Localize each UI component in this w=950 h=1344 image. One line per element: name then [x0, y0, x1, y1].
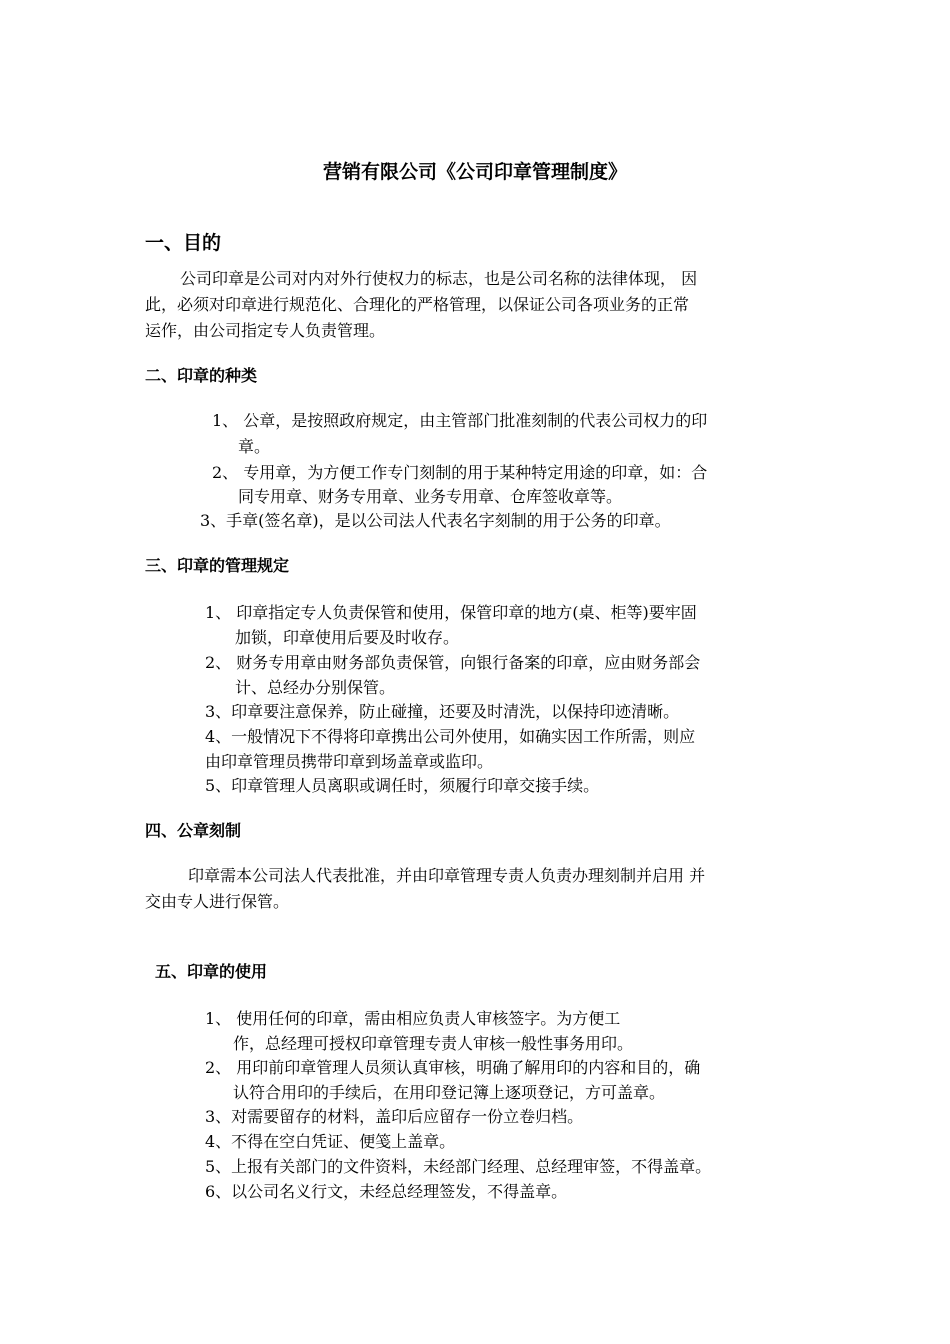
list-item-line: 1、 印章指定专人负责保管和使用，保管印章的地方(桌、柜等)要牢固 [205, 603, 697, 622]
list-item-line: 章。 [238, 437, 271, 456]
list-item-line: 1、 使用任何的印章，需由相应负责人审核签字。为方便工 [205, 1009, 621, 1028]
list-item-line: 3、印章要注意保养，防止碰撞，还要及时清洗，以保持印迹清晰。 [205, 702, 680, 721]
list-item-line: 3、对需要留存的材料，盖印后应留存一份立卷归档。 [205, 1107, 584, 1126]
section-heading-seal-usage: 五、印章的使用 [155, 962, 268, 981]
list-item-line: 作，总经理可授权印章管理专责人审核一般性事务用印。 [233, 1034, 634, 1053]
list-item-line: 2、 财务专用章由财务部负责保管，向银行备案的印章，应由财务部会 [205, 653, 701, 672]
paragraph-line: 公司印章是公司对内对外行使权力的标志，也是公司名称的法律体现， 因 [180, 269, 698, 288]
list-item-line: 加锁，印章使用后要及时收存。 [235, 628, 460, 647]
list-item-line: 6、以公司名义行文，未经总经理签发，不得盖章。 [205, 1182, 568, 1201]
list-item-line: 4、一般情况下不得将印章携出公司外使用，如确实因工作所需，则应 [205, 727, 696, 746]
list-item-line: 计、总经办分别保管。 [235, 678, 396, 697]
paragraph-line: 印章需本公司法人代表批准，并由印章管理专责人负责办理刻制并启用 并 [188, 866, 706, 885]
section-heading-seal-engraving: 四、公章刻制 [145, 821, 242, 840]
list-item-line: 2、 用印前印章管理人员须认真审核，明确了解用印的内容和目的，确 [205, 1058, 701, 1077]
document-title: 营销有限公司《公司印章管理制度》 [322, 161, 627, 183]
section-heading-purpose: 一、目的 [145, 232, 222, 254]
paragraph-line: 此，必须对印章进行规范化、合理化的严格管理，以保证公司各项业务的正常 [145, 295, 690, 314]
list-item-line: 认符合用印的手续后，在用印登记簿上逐项登记，方可盖章。 [233, 1083, 666, 1102]
section-heading-management-rules: 三、印章的管理规定 [145, 556, 290, 575]
list-item-line: 同专用章、财务专用章、业务专用章、仓库签收章等。 [238, 487, 623, 506]
paragraph-line: 运作，由公司指定专人负责管理。 [145, 321, 386, 340]
list-item-line: 4、不得在空白凭证、便笺上盖章。 [205, 1132, 456, 1151]
list-item-line: 由印章管理员携带印章到场盖章或监印。 [205, 752, 494, 771]
list-item-line: 1、 公章，是按照政府规定，由主管部门批准刻制的代表公司权力的印 [212, 411, 708, 430]
paragraph-line: 交由专人进行保管。 [145, 892, 290, 911]
section-heading-seal-types: 二、印章的种类 [145, 366, 258, 385]
list-item-line: 5、印章管理人员离职或调任时，须履行印章交接手续。 [205, 776, 600, 795]
list-item-line: 2、 专用章，为方便工作专门刻制的用于某种特定用途的印章，如：合 [212, 463, 708, 482]
list-item-line: 5、上报有关部门的文件资料，未经部门经理、总经理审签，不得盖章。 [205, 1157, 712, 1176]
list-item-line: 3、手章(签名章)，是以公司法人代表名字刻制的用于公务的印章。 [200, 511, 671, 530]
